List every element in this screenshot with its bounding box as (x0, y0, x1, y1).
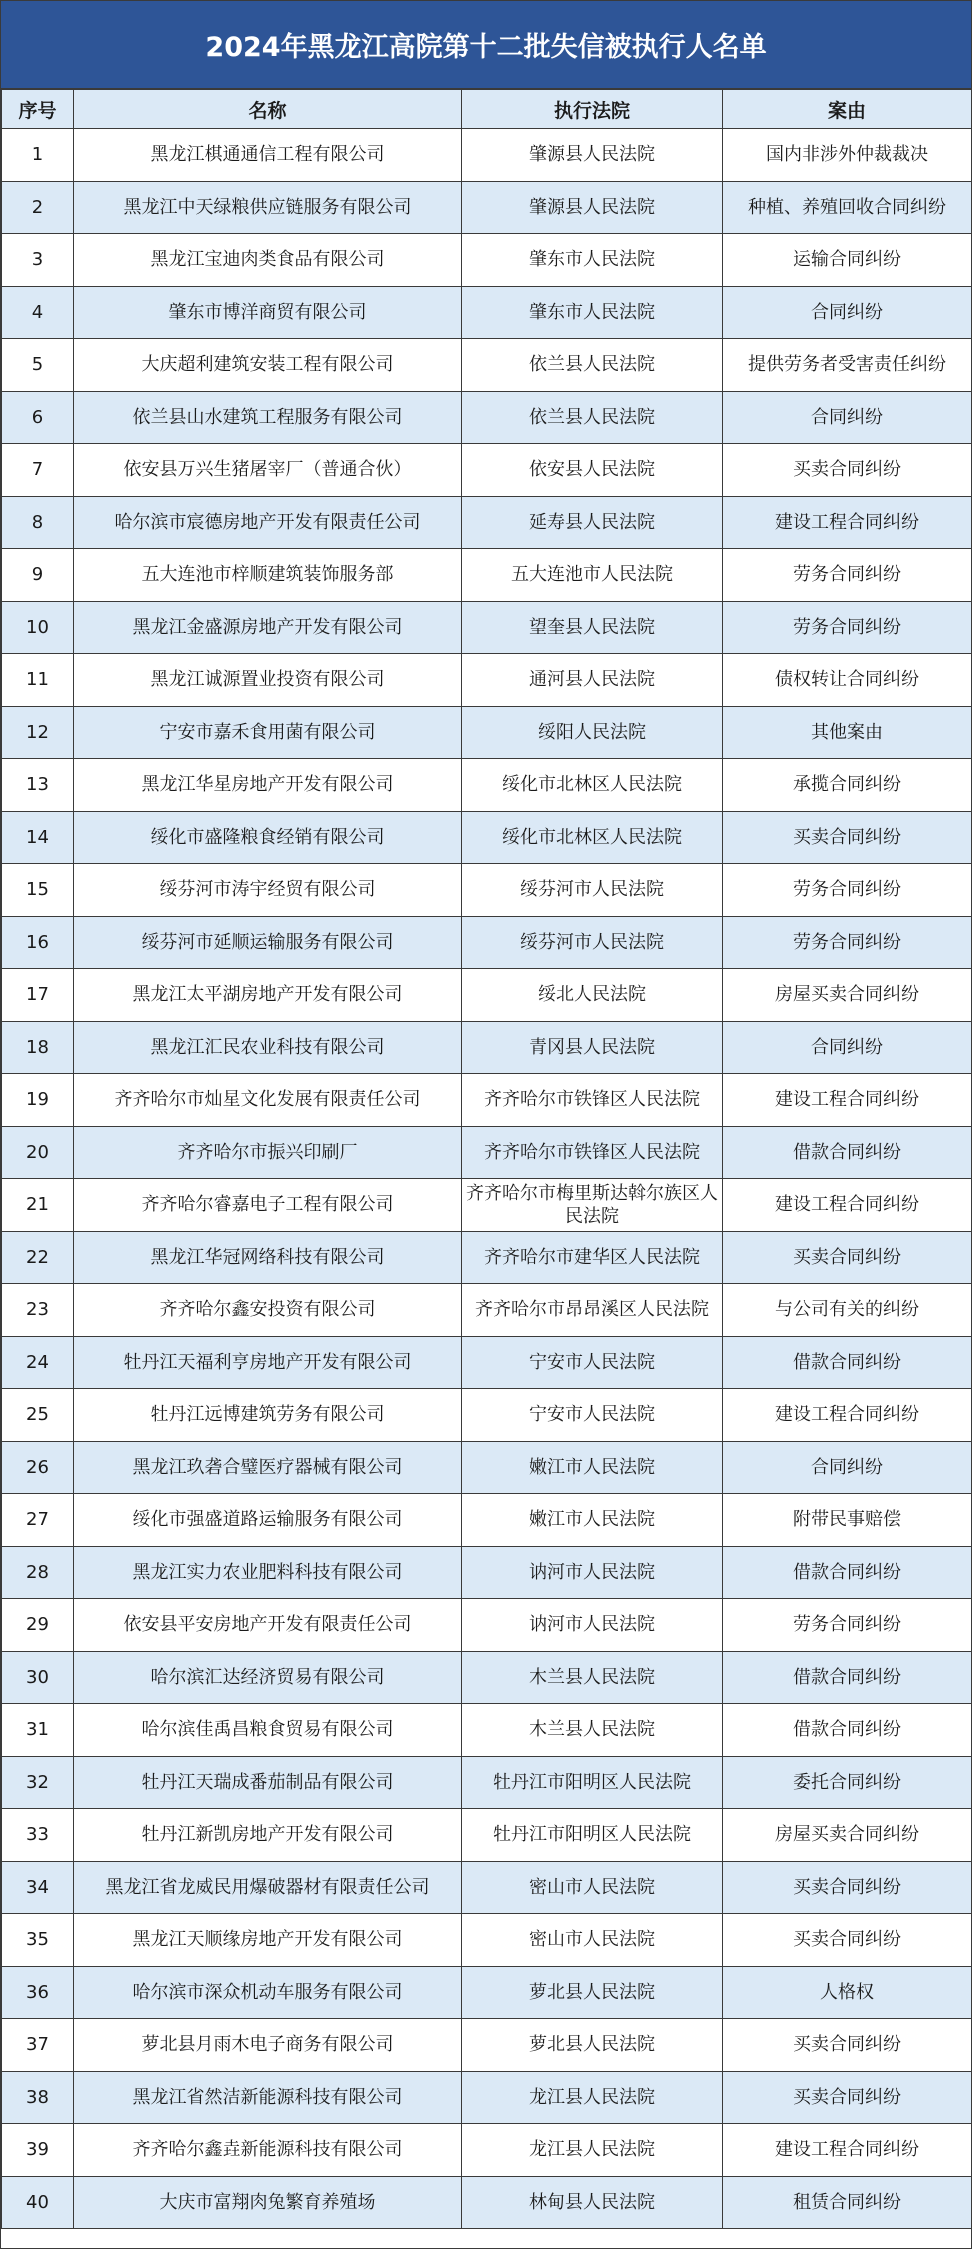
table-row (2, 1389, 972, 1442)
cell-name: 宁安市嘉禾食用菌有限公司 (74, 706, 462, 759)
cell-name: 黑龙江省龙威民用爆破器材有限责任公司 (74, 1861, 462, 1914)
cell-name: 黑龙江金盛源房地产开发有限公司 (74, 601, 462, 654)
document-title: 2024年黑龙江高院第十二批失信被执行人名单 (1, 1, 971, 89)
cell-name: 齐齐哈尔市振兴印刷厂 (74, 1126, 462, 1179)
cell-no: 40 (2, 2176, 74, 2229)
cell-cause: 借款合同纠纷 (723, 1336, 972, 1389)
cell-no: 38 (2, 2071, 74, 2124)
header-row (2, 90, 972, 129)
cell-name: 齐齐哈尔睿嘉电子工程有限公司 (74, 1179, 462, 1232)
header-court: 执行法院 (462, 90, 723, 129)
cell-court: 齐齐哈尔市昂昂溪区人民法院 (462, 1284, 723, 1337)
cell-no: 6 (2, 391, 74, 444)
cell-cause: 建设工程合同纠纷 (723, 496, 972, 549)
cell-court: 依安县人民法院 (462, 444, 723, 497)
header-no: 序号 (2, 90, 74, 129)
header-cause: 案由 (723, 90, 972, 129)
table-row (2, 1809, 972, 1862)
cell-cause: 建设工程合同纠纷 (723, 2124, 972, 2177)
table-row (2, 1284, 972, 1337)
cell-name: 绥化市盛隆粮食经销有限公司 (74, 811, 462, 864)
cell-court: 依兰县人民法院 (462, 391, 723, 444)
cell-cause: 租赁合同纠纷 (723, 2176, 972, 2229)
cell-name: 肇东市博洋商贸有限公司 (74, 286, 462, 339)
cell-no: 11 (2, 654, 74, 707)
table-row (2, 1914, 972, 1967)
cell-name: 牡丹江新凯房地产开发有限公司 (74, 1809, 462, 1862)
cell-no: 7 (2, 444, 74, 497)
cell-no: 30 (2, 1651, 74, 1704)
cell-court: 萝北县人民法院 (462, 1966, 723, 2019)
cell-no: 22 (2, 1231, 74, 1284)
cell-court: 牡丹江市阳明区人民法院 (462, 1756, 723, 1809)
cell-no: 27 (2, 1494, 74, 1547)
cell-court: 讷河市人民法院 (462, 1599, 723, 1652)
cell-no: 34 (2, 1861, 74, 1914)
table-row (2, 549, 972, 602)
cell-court: 绥芬河市人民法院 (462, 864, 723, 917)
cell-no: 33 (2, 1809, 74, 1862)
table-row (2, 916, 972, 969)
cell-name: 依安县平安房地产开发有限责任公司 (74, 1599, 462, 1652)
table-row (2, 1126, 972, 1179)
table-row (2, 706, 972, 759)
cell-cause: 运输合同纠纷 (723, 234, 972, 287)
cell-cause: 借款合同纠纷 (723, 1651, 972, 1704)
cell-no: 5 (2, 339, 74, 392)
cell-name: 黑龙江玖砻合璧医疗器械有限公司 (74, 1441, 462, 1494)
cell-court: 延寿县人民法院 (462, 496, 723, 549)
cell-cause: 建设工程合同纠纷 (723, 1389, 972, 1442)
table-row (2, 1021, 972, 1074)
cell-court: 绥北人民法院 (462, 969, 723, 1022)
table-body (2, 129, 972, 2229)
header-name: 名称 (74, 90, 462, 129)
table-row (2, 1966, 972, 2019)
cell-no: 26 (2, 1441, 74, 1494)
cell-court: 肇东市人民法院 (462, 234, 723, 287)
cell-cause: 附带民事赔偿 (723, 1494, 972, 1547)
cell-no: 13 (2, 759, 74, 812)
table-row (2, 601, 972, 654)
cell-court: 嫩江市人民法院 (462, 1494, 723, 1547)
defaulter-table (1, 89, 972, 2229)
cell-court: 萝北县人民法院 (462, 2019, 723, 2072)
table-row (2, 391, 972, 444)
cell-cause: 与公司有关的纠纷 (723, 1284, 972, 1337)
cell-no: 19 (2, 1074, 74, 1127)
cell-court: 青冈县人民法院 (462, 1021, 723, 1074)
cell-no: 21 (2, 1179, 74, 1232)
cell-cause: 合同纠纷 (723, 286, 972, 339)
cell-court: 宁安市人民法院 (462, 1336, 723, 1389)
table-row (2, 129, 972, 182)
cell-cause: 提供劳务者受害责任纠纷 (723, 339, 972, 392)
cell-no: 12 (2, 706, 74, 759)
cell-cause: 合同纠纷 (723, 1441, 972, 1494)
cell-court: 肇源县人民法院 (462, 129, 723, 182)
cell-name: 黑龙江天顺缘房地产开发有限公司 (74, 1914, 462, 1967)
cell-name: 齐齐哈尔鑫安投资有限公司 (74, 1284, 462, 1337)
cell-cause: 承揽合同纠纷 (723, 759, 972, 812)
cell-cause: 建设工程合同纠纷 (723, 1179, 972, 1232)
table-row (2, 496, 972, 549)
cell-court: 肇东市人民法院 (462, 286, 723, 339)
table-row (2, 1179, 972, 1232)
table-row (2, 969, 972, 1022)
cell-cause: 劳务合同纠纷 (723, 916, 972, 969)
cell-name: 哈尔滨汇达经济贸易有限公司 (74, 1651, 462, 1704)
cell-no: 14 (2, 811, 74, 864)
cell-name: 黑龙江宝迪肉类食品有限公司 (74, 234, 462, 287)
cell-cause: 劳务合同纠纷 (723, 864, 972, 917)
cell-name: 大庆超利建筑安装工程有限公司 (74, 339, 462, 392)
cell-name: 哈尔滨市宸德房地产开发有限责任公司 (74, 496, 462, 549)
cell-name: 牡丹江远博建筑劳务有限公司 (74, 1389, 462, 1442)
table-row (2, 2176, 972, 2229)
cell-cause: 劳务合同纠纷 (723, 1599, 972, 1652)
cell-no: 4 (2, 286, 74, 339)
cell-name: 依安县万兴生猪屠宰厂（普通合伙） (74, 444, 462, 497)
table-row (2, 1231, 972, 1284)
cell-court: 牡丹江市阳明区人民法院 (462, 1809, 723, 1862)
cell-court: 绥芬河市人民法院 (462, 916, 723, 969)
cell-cause: 买卖合同纠纷 (723, 1914, 972, 1967)
cell-no: 16 (2, 916, 74, 969)
cell-name: 黑龙江太平湖房地产开发有限公司 (74, 969, 462, 1022)
cell-name: 哈尔滨市深众机动车服务有限公司 (74, 1966, 462, 2019)
cell-no: 8 (2, 496, 74, 549)
cell-no: 2 (2, 181, 74, 234)
cell-cause: 劳务合同纠纷 (723, 549, 972, 602)
cell-no: 35 (2, 1914, 74, 1967)
cell-court: 齐齐哈尔市铁锋区人民法院 (462, 1074, 723, 1127)
cell-name: 黑龙江实力农业肥料科技有限公司 (74, 1546, 462, 1599)
cell-cause: 合同纠纷 (723, 391, 972, 444)
cell-name: 黑龙江省然洁新能源科技有限公司 (74, 2071, 462, 2124)
cell-name: 牡丹江天瑞成番茄制品有限公司 (74, 1756, 462, 1809)
table-row (2, 1494, 972, 1547)
cell-court: 齐齐哈尔市建华区人民法院 (462, 1231, 723, 1284)
cell-court: 肇源县人民法院 (462, 181, 723, 234)
table-row (2, 339, 972, 392)
cell-name: 绥芬河市延顺运输服务有限公司 (74, 916, 462, 969)
cell-no: 37 (2, 2019, 74, 2072)
table-row (2, 1599, 972, 1652)
cell-no: 9 (2, 549, 74, 602)
cell-cause: 买卖合同纠纷 (723, 1861, 972, 1914)
cell-name: 绥芬河市涛宇经贸有限公司 (74, 864, 462, 917)
cell-cause: 买卖合同纠纷 (723, 811, 972, 864)
cell-court: 依兰县人民法院 (462, 339, 723, 392)
cell-cause: 债权转让合同纠纷 (723, 654, 972, 707)
cell-cause: 房屋买卖合同纠纷 (723, 969, 972, 1022)
cell-court: 齐齐哈尔市梅里斯达斡尔族区人民法院 (462, 1179, 723, 1232)
cell-no: 24 (2, 1336, 74, 1389)
cell-court: 龙江县人民法院 (462, 2124, 723, 2177)
table-row (2, 1546, 972, 1599)
cell-court: 林甸县人民法院 (462, 2176, 723, 2229)
cell-name: 黑龙江汇民农业科技有限公司 (74, 1021, 462, 1074)
cell-no: 15 (2, 864, 74, 917)
cell-cause: 合同纠纷 (723, 1021, 972, 1074)
cell-court: 通河县人民法院 (462, 654, 723, 707)
cell-no: 28 (2, 1546, 74, 1599)
table-row (2, 864, 972, 917)
cell-cause: 劳务合同纠纷 (723, 601, 972, 654)
cell-name: 萝北县月雨木电子商务有限公司 (74, 2019, 462, 2072)
cell-cause: 种植、养殖回收合同纠纷 (723, 181, 972, 234)
table-row (2, 286, 972, 339)
cell-name: 牡丹江天福利亨房地产开发有限公司 (74, 1336, 462, 1389)
cell-no: 25 (2, 1389, 74, 1442)
cell-no: 23 (2, 1284, 74, 1337)
table-row (2, 2019, 972, 2072)
cell-name: 黑龙江棋通通信工程有限公司 (74, 129, 462, 182)
cell-court: 密山市人民法院 (462, 1861, 723, 1914)
table-row (2, 444, 972, 497)
cell-court: 龙江县人民法院 (462, 2071, 723, 2124)
cell-no: 20 (2, 1126, 74, 1179)
table-row (2, 759, 972, 812)
cell-name: 哈尔滨佳禹昌粮食贸易有限公司 (74, 1704, 462, 1757)
cell-name: 黑龙江华冠网络科技有限公司 (74, 1231, 462, 1284)
table-row (2, 1651, 972, 1704)
cell-court: 木兰县人民法院 (462, 1651, 723, 1704)
cell-cause: 人格权 (723, 1966, 972, 2019)
cell-name: 五大连池市梓顺建筑装饰服务部 (74, 549, 462, 602)
cell-court: 宁安市人民法院 (462, 1389, 723, 1442)
table-row (2, 1441, 972, 1494)
cell-no: 29 (2, 1599, 74, 1652)
cell-name: 黑龙江诚源置业投资有限公司 (74, 654, 462, 707)
cell-name: 大庆市富翔肉兔繁育养殖场 (74, 2176, 462, 2229)
cell-cause: 建设工程合同纠纷 (723, 1074, 972, 1127)
cell-name: 依兰县山水建筑工程服务有限公司 (74, 391, 462, 444)
cell-cause: 房屋买卖合同纠纷 (723, 1809, 972, 1862)
cell-no: 31 (2, 1704, 74, 1757)
cell-court: 绥阳人民法院 (462, 706, 723, 759)
cell-court: 木兰县人民法院 (462, 1704, 723, 1757)
cell-no: 10 (2, 601, 74, 654)
table-row (2, 2071, 972, 2124)
table-row (2, 1336, 972, 1389)
cell-name: 齐齐哈尔鑫垚新能源科技有限公司 (74, 2124, 462, 2177)
table-row (2, 1704, 972, 1757)
cell-court: 五大连池市人民法院 (462, 549, 723, 602)
table-row (2, 2124, 972, 2177)
cell-cause: 买卖合同纠纷 (723, 2071, 972, 2124)
cell-no: 39 (2, 2124, 74, 2177)
cell-court: 讷河市人民法院 (462, 1546, 723, 1599)
cell-cause: 国内非涉外仲裁裁决 (723, 129, 972, 182)
table-row (2, 811, 972, 864)
cell-name: 绥化市强盛道路运输服务有限公司 (74, 1494, 462, 1547)
table-row (2, 1074, 972, 1127)
cell-cause: 买卖合同纠纷 (723, 1231, 972, 1284)
cell-no: 18 (2, 1021, 74, 1074)
cell-cause: 借款合同纠纷 (723, 1704, 972, 1757)
cell-court: 嫩江市人民法院 (462, 1441, 723, 1494)
cell-name: 黑龙江华星房地产开发有限公司 (74, 759, 462, 812)
cell-cause: 买卖合同纠纷 (723, 444, 972, 497)
cell-name: 黑龙江中天绿粮供应链服务有限公司 (74, 181, 462, 234)
cell-court: 望奎县人民法院 (462, 601, 723, 654)
cell-name: 齐齐哈尔市灿星文化发展有限责任公司 (74, 1074, 462, 1127)
table-row (2, 234, 972, 287)
table-header (2, 90, 972, 129)
cell-cause: 委托合同纠纷 (723, 1756, 972, 1809)
cell-court: 密山市人民法院 (462, 1914, 723, 1967)
cell-no: 36 (2, 1966, 74, 2019)
cell-cause: 借款合同纠纷 (723, 1546, 972, 1599)
table-row (2, 181, 972, 234)
table-row (2, 1756, 972, 1809)
cell-no: 1 (2, 129, 74, 182)
cell-cause: 借款合同纠纷 (723, 1126, 972, 1179)
cell-no: 17 (2, 969, 74, 1022)
cell-cause: 买卖合同纠纷 (723, 2019, 972, 2072)
cell-cause: 其他案由 (723, 706, 972, 759)
cell-no: 32 (2, 1756, 74, 1809)
cell-no: 3 (2, 234, 74, 287)
cell-court: 绥化市北林区人民法院 (462, 759, 723, 812)
table-row (2, 1861, 972, 1914)
table-row (2, 654, 972, 707)
cell-court: 齐齐哈尔市铁锋区人民法院 (462, 1126, 723, 1179)
cell-court: 绥化市北林区人民法院 (462, 811, 723, 864)
